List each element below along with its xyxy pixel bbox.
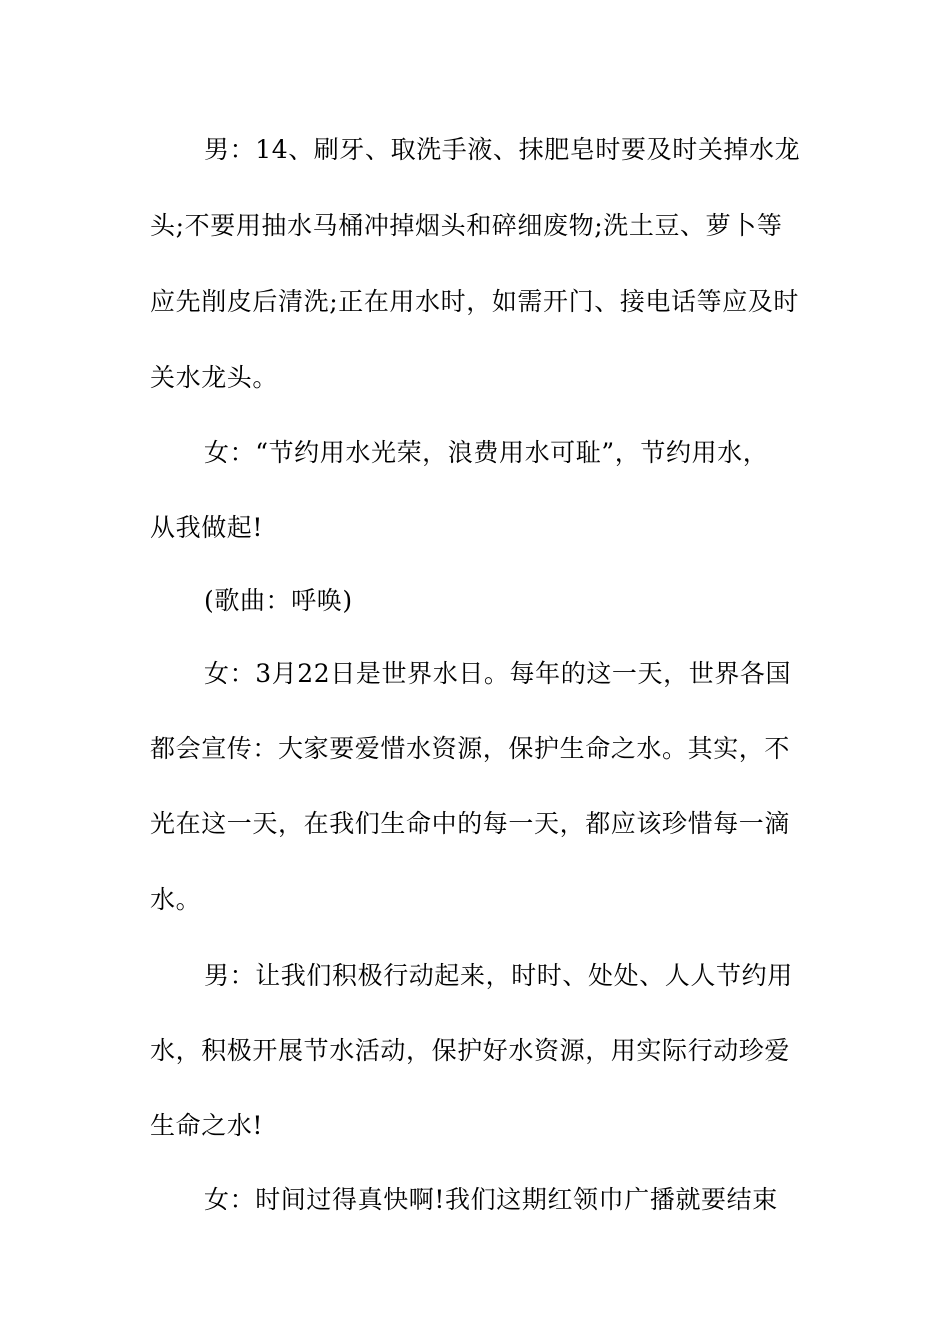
text-line: 关水龙头。 [150, 363, 279, 392]
text-line: 都会宣传：大家要爱惜水资源，保护生命之水。其实，不 [150, 734, 791, 763]
text-line: 头;不要用抽水马桶冲掉烟头和碎细废物;洗土豆、萝卜等 [150, 211, 783, 240]
text-line: 水，积极开展节水活动，保护好水资源，用实际行动珍爱 [150, 1036, 791, 1065]
text-line: (歌曲：呼唤) [204, 586, 353, 615]
text-line: 光在这一天，在我们生命中的每一天，都应该珍惜每一滴 [150, 809, 791, 838]
text-line: 从我做起! [150, 513, 264, 542]
text-line: 水。 [150, 885, 202, 914]
text-line: 应先削皮后清洗;正在用水时，如需开门、接电话等应及时 [150, 287, 800, 316]
text-line: 女：3月22日是世界水日。每年的这一天，世界各国 [204, 659, 792, 688]
text-line: 男：让我们积极行动起来，时时、处处、人人节约用 [204, 961, 793, 990]
text-line: 女：“节约用水光荣，浪费用水可耻”，节约用水， [204, 438, 769, 467]
text-line: 生命之水! [150, 1111, 264, 1140]
text-line: 女：时间过得真快啊!我们这期红领巾广播就要结束 [204, 1185, 778, 1214]
text-line: 男：14、刷牙、取洗手液、抹肥皂时要及时关掉水龙 [204, 135, 801, 164]
